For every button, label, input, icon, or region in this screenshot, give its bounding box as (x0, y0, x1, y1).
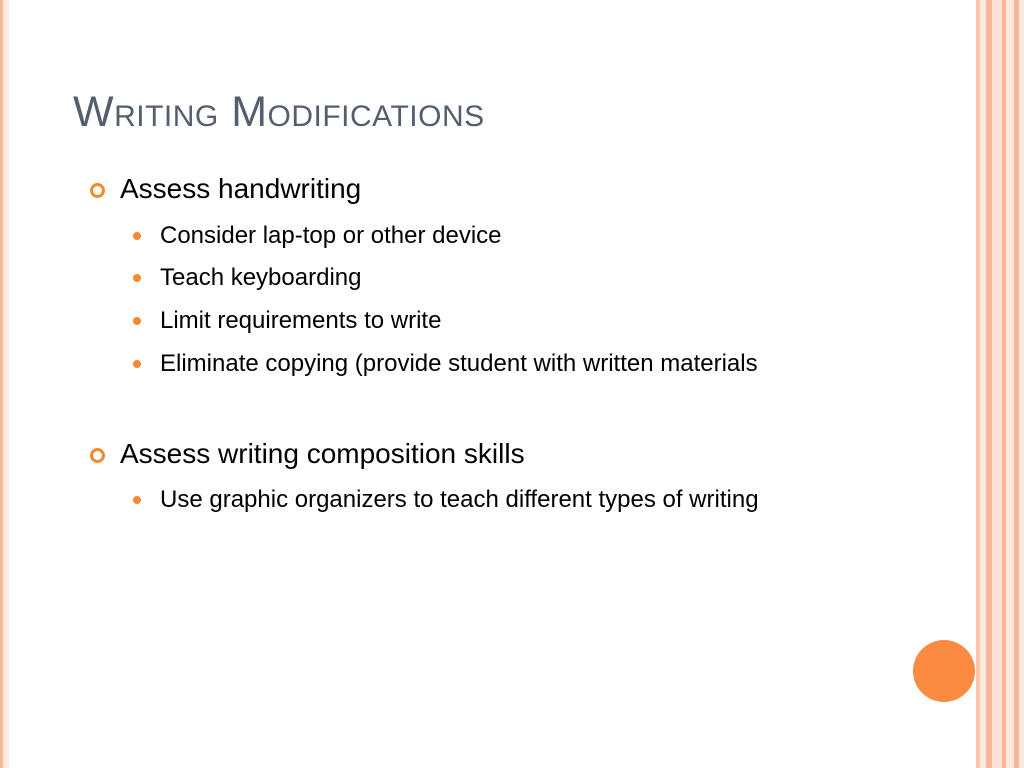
dot-bullet-icon (133, 317, 141, 325)
bullet-text: Assess handwriting (120, 173, 362, 204)
bullet-text: Use graphic organizers to teach different types of writing (160, 486, 759, 513)
bullet-text: Assess writing composition skills (120, 438, 525, 469)
dot-bullet-icon (133, 360, 141, 368)
bullet-text: Limit requirements to write (160, 307, 442, 334)
dot-bullet-icon (133, 496, 141, 504)
bullet-text: Consider lap-top or other device (160, 222, 502, 249)
right-border-stripe (992, 0, 1002, 768)
bullet-text: Eliminate copying (provide student with written materials (160, 350, 758, 377)
decorative-circle (913, 640, 975, 702)
ring-bullet-icon (90, 183, 105, 198)
right-border-stripe (1006, 0, 1014, 768)
dot-bullet-icon (133, 232, 141, 240)
bullet-text: Teach keyboarding (160, 264, 362, 291)
right-border-stripe (1019, 0, 1024, 768)
slide-title: Writing Modifications (73, 88, 485, 136)
dot-bullet-icon (133, 274, 141, 282)
ring-bullet-icon (90, 448, 105, 463)
